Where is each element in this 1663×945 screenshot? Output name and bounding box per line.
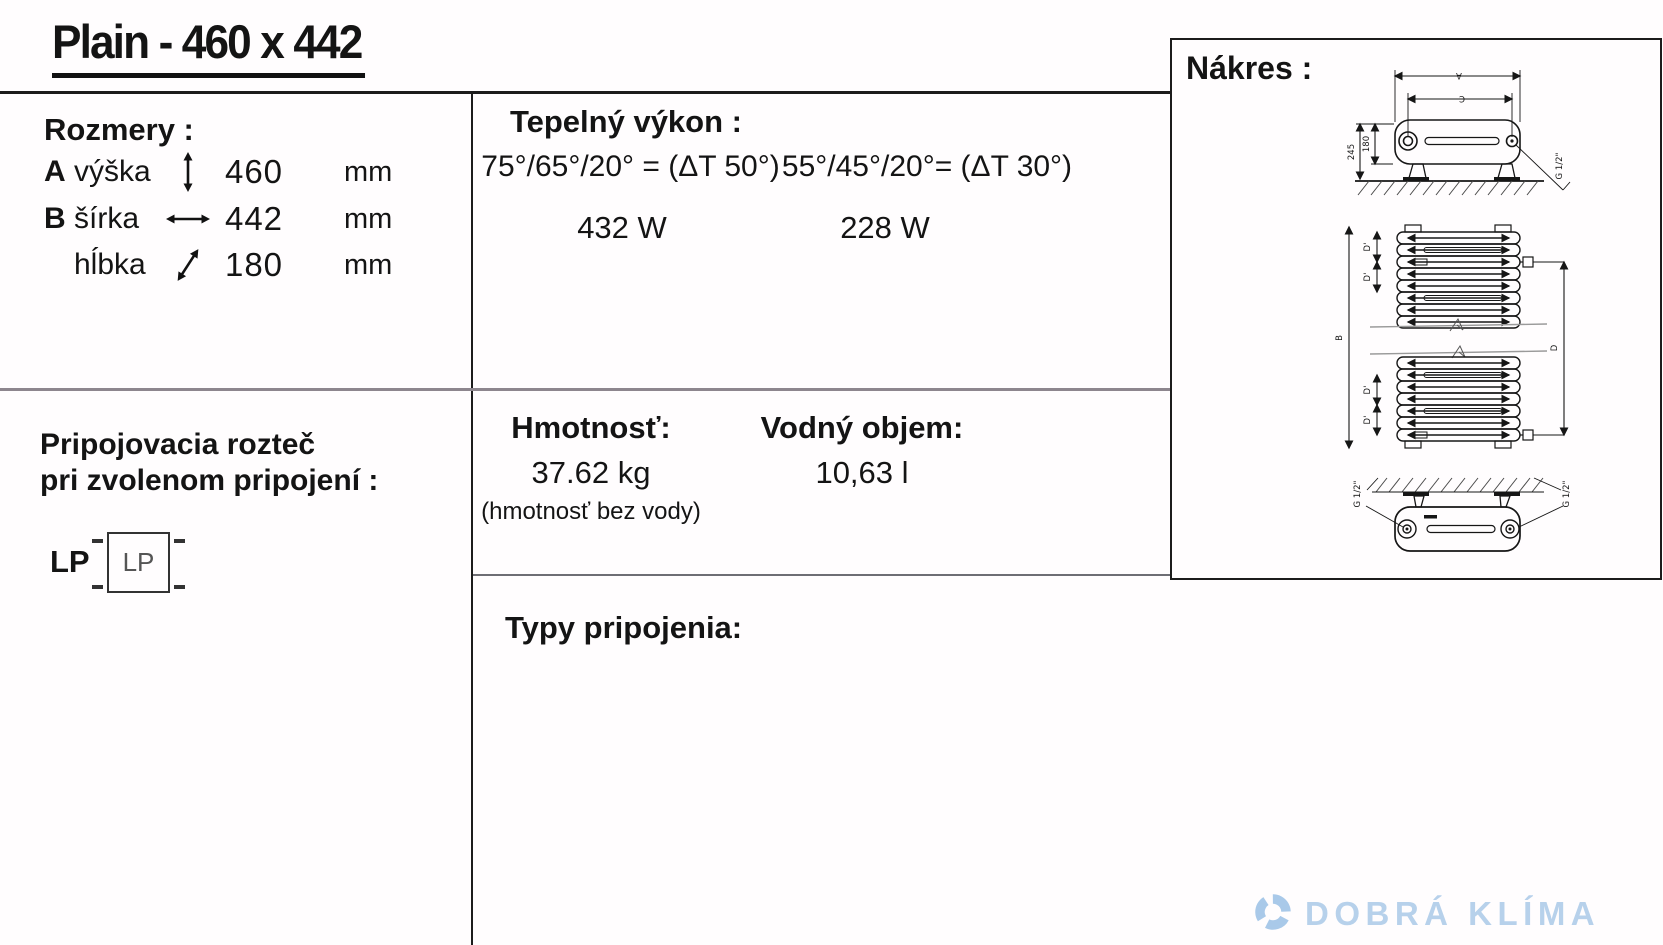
dim-unit: mm xyxy=(344,248,393,281)
dimension-row-height xyxy=(44,152,392,192)
pripojenie-heading-line1: Pripojovacia rozteč xyxy=(40,428,316,461)
typy-pripojenia-heading: Typy pripojenia: xyxy=(505,610,743,645)
thread-label-left: G 1/2" xyxy=(1353,480,1363,508)
dimension-row-width xyxy=(44,199,392,239)
arrow-diagonal-icon xyxy=(162,244,214,286)
dim-d-label: D xyxy=(1550,344,1560,352)
dim-value: 460 xyxy=(224,153,284,190)
dim-245-label: 245 xyxy=(1347,143,1357,161)
connection-stub-icon xyxy=(92,539,103,543)
dim-a-label: A xyxy=(1456,70,1462,80)
rozmery-heading: Rozmery : xyxy=(44,112,194,147)
dim-label: hĺbka xyxy=(74,248,146,281)
bottom-view xyxy=(1366,478,1563,551)
dim-key: B xyxy=(44,202,66,235)
typy-divider xyxy=(473,574,1170,576)
arrow-vertical-icon xyxy=(162,151,214,193)
power-dt50: 432 W xyxy=(577,210,667,245)
nakres-heading: Nákres : xyxy=(1186,50,1313,86)
page-title: Plain - 460 x 442 xyxy=(52,14,365,78)
dim-label: šírka xyxy=(74,202,140,235)
hmotnost-value: 37.62 kg xyxy=(531,455,651,490)
dim-dp-label: D' xyxy=(1363,272,1373,282)
formula-dt30: 55°/45°/20°= (ΔT 30°) xyxy=(781,150,1073,183)
formula-dt50: 75°/65°/20° = (ΔT 50°) xyxy=(481,150,780,183)
connection-box xyxy=(107,532,170,593)
radiator-technical-drawing xyxy=(1172,40,1658,576)
thread-label-top: G 1/2" xyxy=(1555,152,1565,180)
power-dt30: 228 W xyxy=(840,210,930,245)
dim-value: 180 xyxy=(224,246,284,283)
pripojenie-heading-line2: pri zvolenom pripojení : xyxy=(40,464,379,497)
dim-dp-label: D' xyxy=(1363,385,1373,395)
dim-dp-label: D' xyxy=(1363,415,1373,425)
arrow-horizontal-icon xyxy=(162,211,214,227)
drawing-dimension-labels xyxy=(1335,70,1572,507)
dim-label: výška xyxy=(74,155,151,188)
nakres-panel xyxy=(1170,38,1662,580)
dim-180-label: 180 xyxy=(1362,135,1372,153)
connection-stub-icon xyxy=(174,585,185,589)
tepelny-vykon-heading: Tepelný výkon : xyxy=(510,104,742,139)
dim-c-label: C xyxy=(1459,93,1465,103)
connection-stub-icon xyxy=(92,585,103,589)
dim-unit: mm xyxy=(344,155,393,188)
front-view xyxy=(1349,225,1564,448)
dobra-klima-logo-icon xyxy=(1253,892,1293,932)
vodny-objem-heading: Vodný objem: xyxy=(760,410,964,445)
vodny-objem-value: 10,63 l xyxy=(815,455,909,490)
dim-value: 442 xyxy=(224,200,284,237)
hmotnost-note: (hmotnosť bez vody) xyxy=(481,498,701,525)
middle-divider xyxy=(0,388,1170,391)
dimension-row-depth xyxy=(44,245,392,285)
connection-box-label: LP xyxy=(122,547,155,577)
dim-b-label: B xyxy=(1335,335,1345,341)
thread-label-right: G 1/2" xyxy=(1562,480,1572,508)
side-view xyxy=(1355,70,1570,195)
dim-dp-label: D' xyxy=(1363,242,1373,252)
connection-stub-icon xyxy=(174,539,185,543)
hmotnost-heading: Hmotnosť: xyxy=(511,410,671,445)
dim-key: A xyxy=(44,155,66,188)
dobra-klima-logo-text: DOBRÁ KLÍMA xyxy=(1305,895,1601,932)
connection-code: LP xyxy=(50,544,90,579)
header-divider xyxy=(0,91,1170,94)
dim-unit: mm xyxy=(344,202,393,235)
